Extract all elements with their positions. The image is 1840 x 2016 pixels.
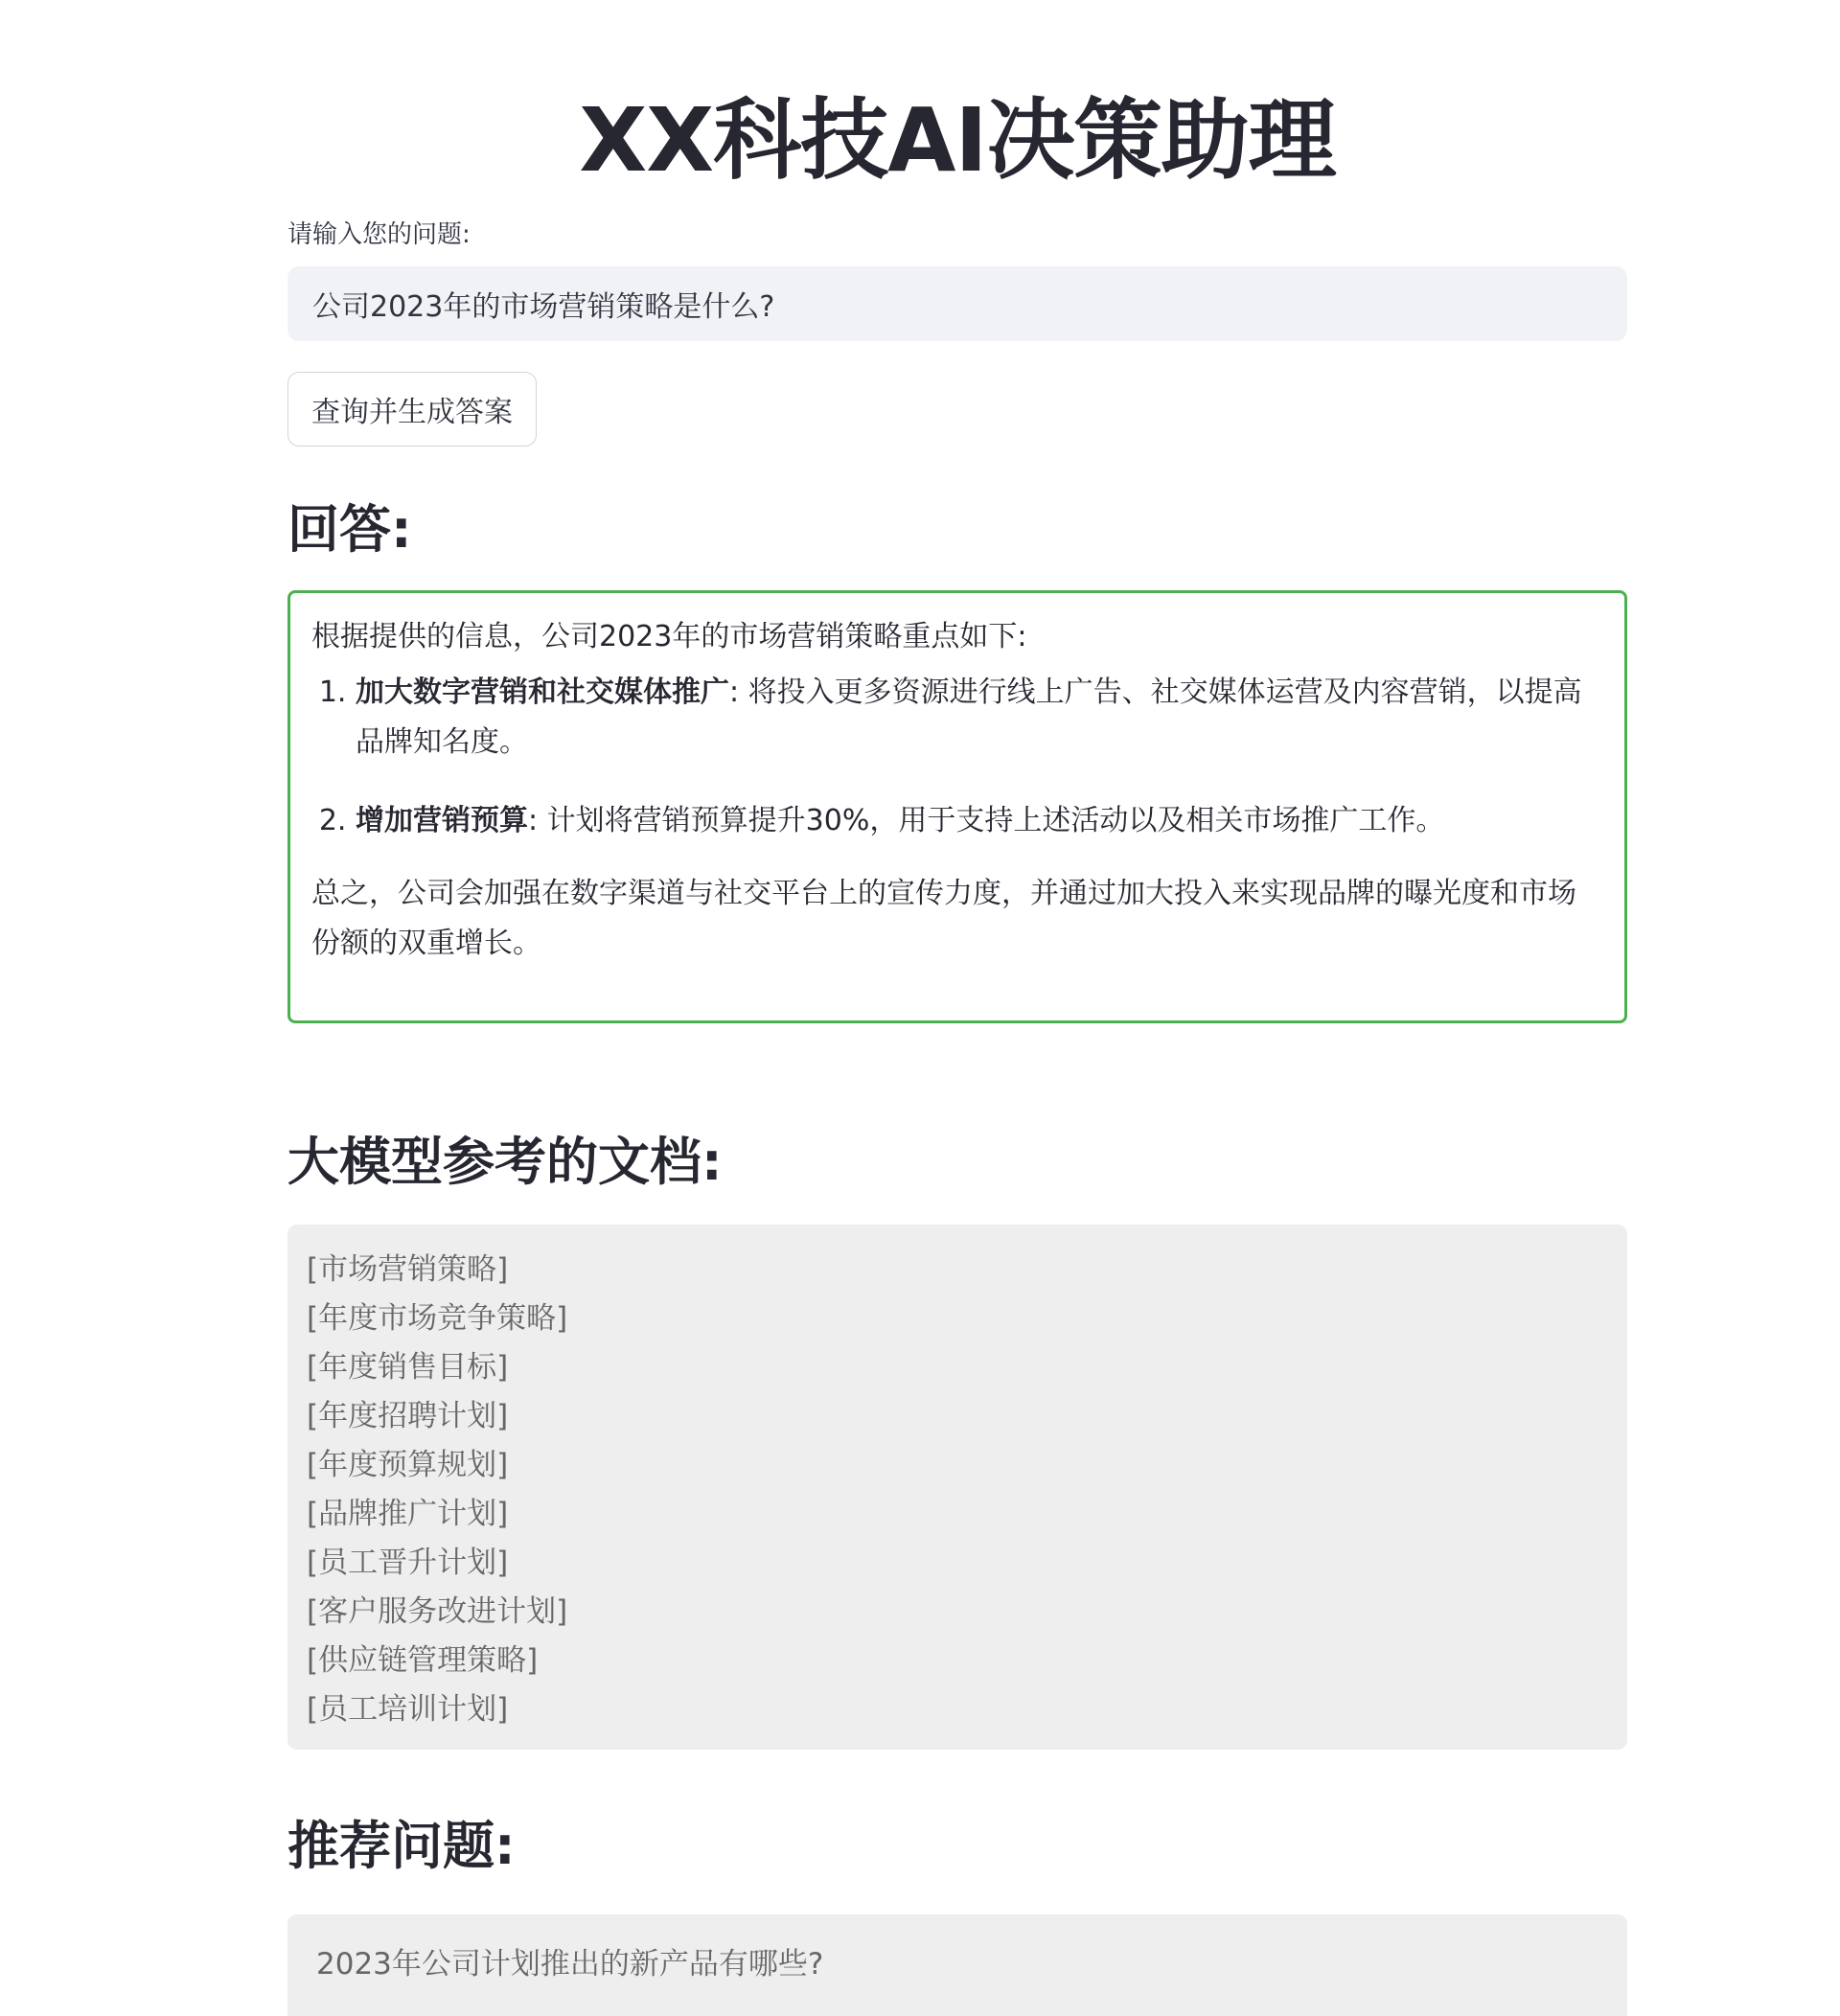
answer-intro: 根据提供的信息，公司2023年的市场营销策略重点如下: (311, 620, 1027, 653)
answer-box (288, 590, 1627, 1023)
answer-list (311, 668, 1603, 846)
documents-heading: 大模型参考的文档: (288, 1132, 723, 1192)
recommendations-heading: 推荐问题: (288, 1816, 516, 1876)
answer-list-item (356, 796, 1603, 846)
document-item: [员工晋升计划] (307, 1546, 509, 1580)
recommended-question[interactable]: 2023年公司计划推出的新产品有哪些? (316, 1947, 824, 1982)
document-item: [品牌推广计划] (307, 1497, 509, 1531)
query-generate-button[interactable]: 查询并生成答案 (288, 372, 537, 447)
question-input-label: 请输入您的问题: (288, 220, 471, 249)
documents-panel (288, 1225, 1627, 1750)
document-item: [年度招聘计划] (307, 1399, 509, 1433)
document-item: [年度预算规划] (307, 1448, 509, 1482)
answer-item-title: 加大数字营销和社交媒体推广 (356, 676, 729, 709)
answer-summary: 总之，公司会加强在数字渠道与社交平台上的宣传力度，并通过加大投入来实现品牌的曝光度和市场份额的双重增长。 (311, 877, 1576, 960)
answer-list-item (356, 668, 1603, 767)
answer-item-text: : 计划将营销预算提升30%，用于支持上述活动以及相关市场推广工作。 (528, 804, 1445, 837)
page-title: XX科技AI决策助理 (579, 89, 1336, 192)
answer-item-title: 增加营销预算 (356, 804, 528, 837)
recommendations-panel (288, 1914, 1627, 2016)
question-input[interactable] (288, 266, 1627, 341)
document-item: [供应链管理策略] (307, 1643, 539, 1678)
document-item: [年度市场竞争策略] (307, 1301, 568, 1336)
main-container (288, 0, 1627, 2016)
answer-heading: 回答: (288, 499, 412, 560)
document-item: [客户服务改进计划] (307, 1594, 568, 1629)
document-item: [员工培训计划] (307, 1692, 509, 1727)
answer-item-text: : 将投入更多资源进行线上广告、社交媒体运营及内容营销，以提高品牌知名度。 (356, 676, 1582, 759)
document-item: [市场营销策略] (307, 1252, 509, 1287)
document-item: [年度销售目标] (307, 1350, 509, 1385)
